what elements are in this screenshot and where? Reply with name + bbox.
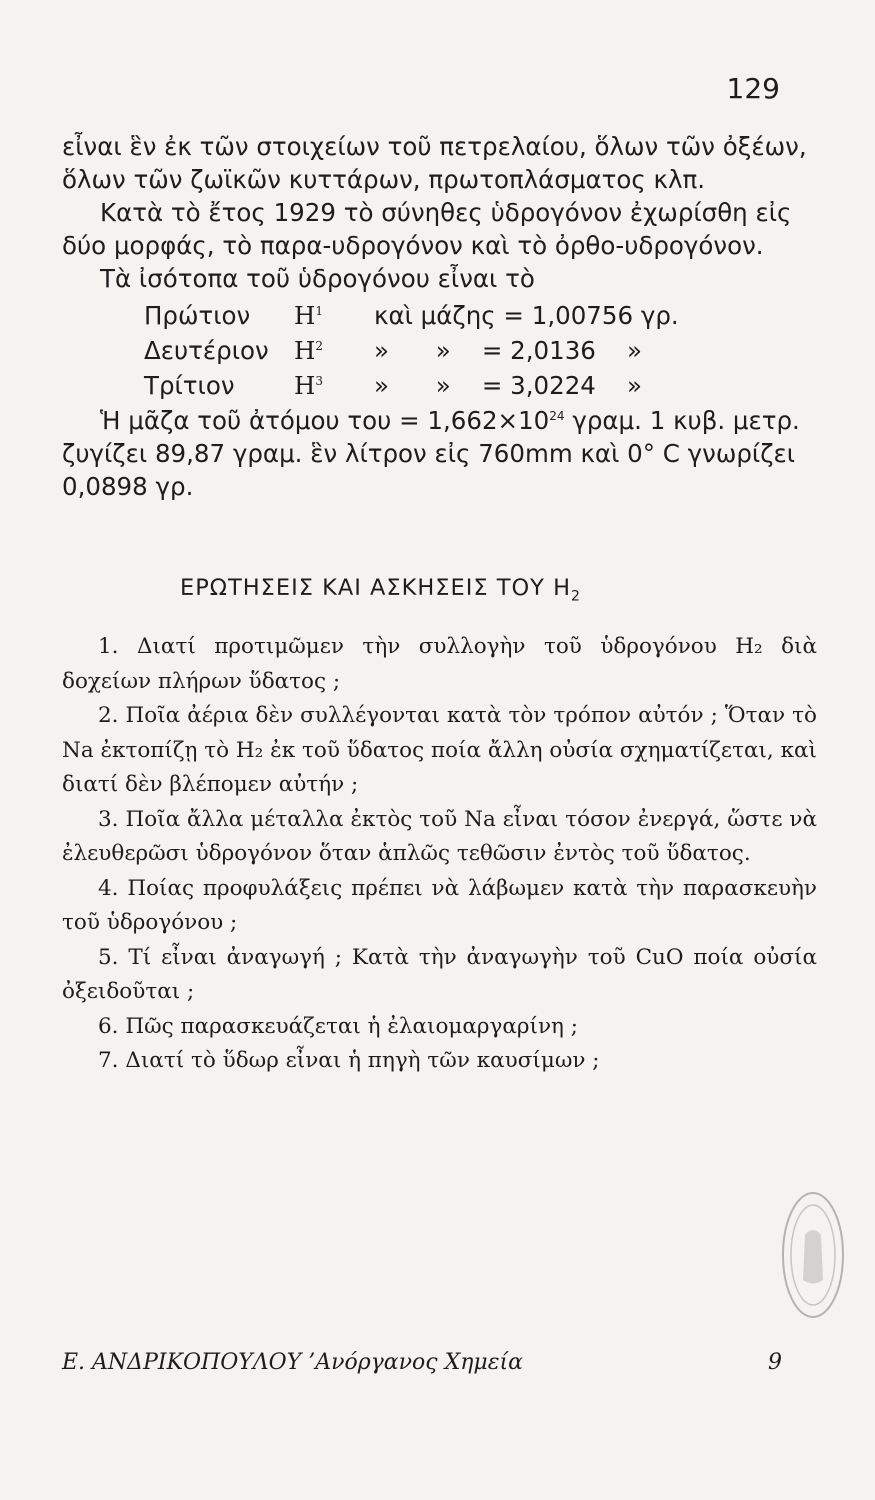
section-heading: ΕΡΩΤΗΣΕΙΣ ΚΑΙ ΑΣΚΗΣΕΙΣ ΤΟΥ $H_2$ — [180, 575, 581, 605]
library-stamp-icon — [765, 1185, 845, 1325]
mass-paragraph: Ἡ μᾶζα τοῦ ἀτόμου $\tau o\upsilon = 1,662\times 10^{24}$ γραμ. 1 κυβ. μετρ. ζυγίζει 89,87 γραμ. ἓν λίτρον εἰς 760mm καὶ 0° C γνωρίζει 0,0898 γρ. — [62, 406, 800, 501]
question-item: 2. Ποῖα ἀέρια δὲν συλλέγονται κατὰ τὸν τρόπον αὐτόν ; Ὅταν τὸ Na ἐκτοπίζῃ τὸ H₂ ἐκ τοῦ ὕδατος ποία ἄλλη οὐσία σχηματίζεται, καὶ διατί δὲν βλέπομεν αὐτήν ; — [62, 703, 817, 797]
isotope-row — [144, 369, 822, 404]
question-item: 4. Ποίας προφυλάξεις πρέπει νὰ λάβωμεν κατὰ τὴν παρασκευὴν τοῦ ὑδρογόνου ; — [62, 875, 817, 935]
intro-line-3: Τὰ ἰσότοπα τοῦ ὑδρογόνου εἶναι τὸ — [100, 264, 535, 293]
isotope-name: Δευτέριον — [144, 336, 269, 365]
page-footer — [62, 1350, 782, 1375]
page-number: 129 — [726, 72, 780, 105]
question-list — [62, 630, 817, 1079]
footer-signature-mark: 9 — [768, 1350, 782, 1375]
question-item: 6. Πῶς παρασκευάζεται ἡ ἐλαιομαργαρίνη ; — [98, 1013, 578, 1039]
isotope-symbol: $H^2$ — [294, 336, 324, 365]
isotope-name: Τρίτιον — [144, 371, 235, 400]
intro-line-1: εἶναι ἓν ἐκ τῶν στοιχείων τοῦ πετρελαίου, ὅλων τῶν ὀξέων, ὅλων τῶν ζωϊκῶν κυττάρων, πρωτοπλάσματος κλπ. — [62, 132, 807, 194]
isotope-row — [144, 299, 822, 334]
isotope-symbol: $H^1$ — [294, 301, 324, 330]
isotope-row — [144, 334, 822, 369]
isotope-mass: καὶ μάζης = 1,00756 γρ. — [374, 301, 679, 330]
isotope-symbol: $H^3$ — [294, 371, 324, 400]
footer-author-title: Ε. ΑΝΔΡΙΚΟΠΟΥΛΟΥ ’Ανόργανος Χημεία — [62, 1350, 524, 1375]
intro-text — [62, 130, 822, 503]
question-item: 5. Τί εἶναι ἀναγωγή ; Κατὰ τὴν ἀναγωγὴν τοῦ CuO ποία οὐσία ὀξειδοῦται ; — [62, 944, 817, 1004]
question-item: 1. Διατί προτιμῶμεν τὴν συλλογὴν τοῦ ὑδρογόνου H₂ διὰ δοχείων πλήρων ὕδατος ; — [62, 634, 817, 694]
isotope-mass: » » = 3,0224 » — [374, 371, 643, 400]
question-item: 3. Ποῖα ἄλλα μέταλλα ἐκτὸς τοῦ Na εἶναι τόσον ἐνεργά, ὥστε νὰ ἐλευθερῶσι ὑδρογόνον ὅταν ἁπλῶς τεθῶσιν ἐντὸς τοῦ ὕδατος. — [62, 806, 817, 866]
isotope-name: Πρώτιον — [144, 301, 251, 330]
isotope-table — [144, 299, 822, 404]
intro-line-2: Κατὰ τὸ ἔτος 1929 τὸ σύνηθες ὑδρογόνον ἐχωρίσθη εἰς δύο μορφάς, τὸ παρα-υδρογόνον καὶ τὸ ὀρθο-υδρογόνον. — [62, 198, 792, 260]
isotope-mass: » » = 2,0136 » — [374, 336, 643, 365]
question-item: 7. Διατί τὸ ὕδωρ εἶναι ἡ πηγὴ τῶν καυσίμων ; — [98, 1048, 600, 1073]
